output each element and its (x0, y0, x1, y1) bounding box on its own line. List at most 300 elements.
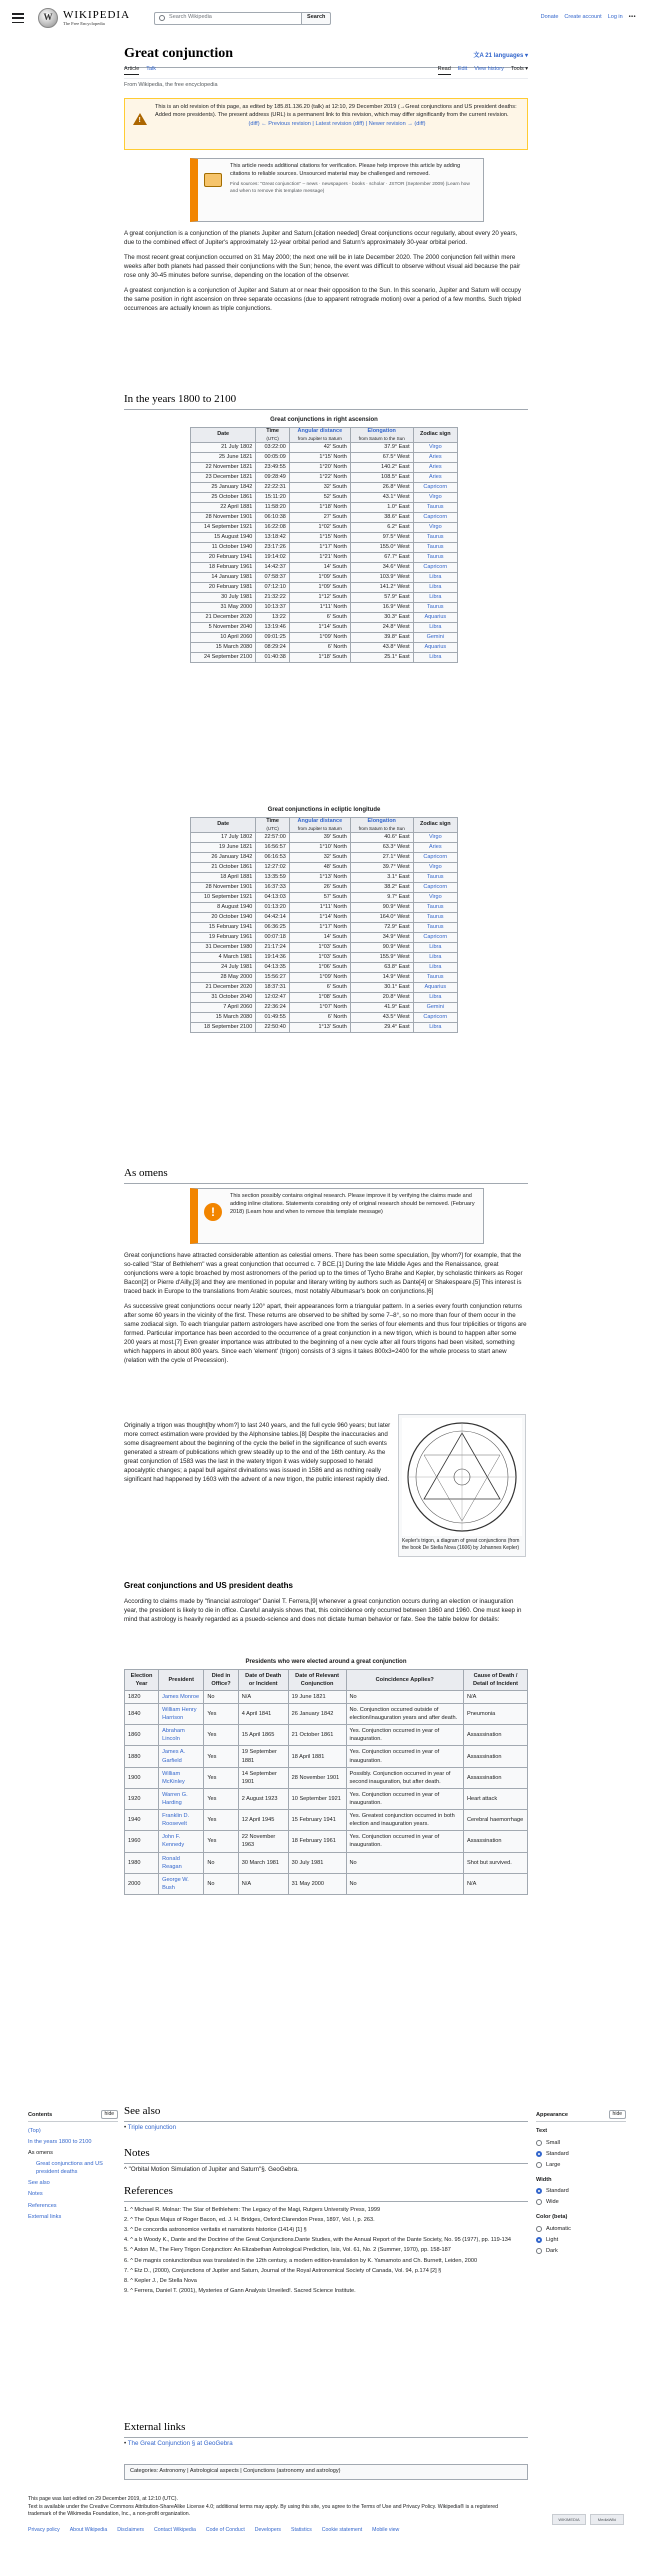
cell-elongation: 164.0° West (350, 913, 413, 923)
main-menu-icon[interactable] (12, 13, 24, 23)
language-button[interactable]: 文A 21 languages ▾ (473, 53, 528, 59)
create-account-link[interactable]: Create account (564, 14, 602, 21)
footer-link[interactable]: Privacy policy (28, 2526, 60, 2533)
table-row (191, 513, 458, 523)
president-cell: Pneumonia (463, 1704, 527, 1725)
reference-item: 9. ^ Ferrera, Daniel T. (2001), Mysteries of Gann Analysis Unveiled!. Sacred Science Institute. (124, 2287, 356, 2294)
old-revision-notice (124, 98, 528, 150)
table-row (191, 913, 458, 923)
zodiac-link[interactable]: Aries (429, 473, 442, 480)
zodiac-link[interactable]: Libra (429, 583, 442, 590)
cell-zodiac (413, 633, 457, 643)
cell-date: 17 July 1802 (191, 833, 256, 843)
zodiac-link[interactable]: Virgo (428, 893, 442, 900)
cell-date: 14 January 1981 (191, 573, 256, 583)
cell-date: 8 August 1940 (191, 903, 256, 913)
zodiac-link[interactable]: Taurus (427, 533, 444, 540)
president-col-header: Election Year (125, 1669, 159, 1690)
president-cell: No (204, 1873, 238, 1894)
radio-label: Dark (546, 2247, 558, 2254)
footer-link[interactable]: Mobile view (372, 2526, 400, 2533)
search-form (154, 12, 331, 25)
zodiac-link[interactable]: Aries (429, 843, 442, 850)
cell-zodiac (413, 523, 457, 533)
table-row (191, 833, 458, 843)
president-row (125, 1873, 528, 1894)
cell-time: 14:42:37 (256, 563, 290, 573)
more-options-icon[interactable]: ••• (628, 14, 636, 21)
toc-item[interactable]: Notes (28, 2191, 43, 2198)
table-row (191, 1023, 458, 1033)
cell-zodiac (413, 973, 457, 983)
president-cell: No (346, 1690, 463, 1703)
toc-item[interactable]: In the years 1800 to 2100 (28, 2138, 92, 2145)
cell-date: 23 December 1821 (191, 473, 256, 483)
table-caption: Great conjunctions in ecliptic longitude (267, 807, 381, 813)
president-link[interactable]: James Monroe (162, 1693, 200, 1700)
toc-item[interactable]: (Top) (28, 2127, 41, 2134)
note-item: ^ "Orbital Motion Simulation of Jupiter and Saturn"§. GeoGebra. (124, 2166, 299, 2173)
president-cell (159, 1704, 204, 1725)
cell-date: 10 April 2060 (191, 633, 256, 643)
zodiac-link[interactable]: Libra (429, 993, 442, 1000)
president-cell: N/A (463, 1873, 527, 1894)
cell-zodiac (413, 1023, 457, 1033)
search-button[interactable]: Search (302, 12, 331, 25)
president-row (125, 1725, 528, 1746)
table-row (191, 933, 458, 943)
cell-zodiac (413, 1013, 457, 1023)
president-row (125, 1831, 528, 1852)
cell-zodiac (413, 933, 457, 943)
cell-elongation: 34.9° West (350, 933, 413, 943)
reference-item: 1. ^ Michael R. Molnar: The Star of Bethlehem: The Legacy of the Magi, Rutgers University Press, 1999 (124, 2207, 381, 2213)
president-link[interactable]: William McKinley (162, 1770, 185, 1785)
cell-time: 21:32:22 (256, 593, 290, 603)
cell-time: 04:42:14 (256, 913, 290, 923)
cell-elongation: 155.9° West (350, 953, 413, 963)
color-option[interactable] (536, 2245, 626, 2256)
cell-date: 31 October 2040 (191, 993, 256, 1003)
cell-date: 11 October 1940 (191, 543, 256, 553)
cell-elongation: 155.0° West (350, 543, 413, 553)
president-cell: Yes (204, 1704, 238, 1725)
footer-link[interactable]: Contact Wikipedia (154, 2526, 196, 2533)
notes-list (124, 2166, 528, 2175)
text-size-label: Text (536, 2128, 548, 2135)
cell-angular: 1°18' South (289, 653, 350, 663)
zodiac-link[interactable]: Taurus (427, 923, 444, 930)
footer-link[interactable]: About Wikipedia (69, 2526, 108, 2533)
zodiac-link[interactable]: Capricorn (423, 933, 448, 940)
cell-date: 20 February 1981 (191, 583, 256, 593)
president-cell: Assassination (463, 1831, 527, 1852)
zodiac-link[interactable]: Capricorn (423, 563, 448, 570)
president-cell: 1820 (125, 1690, 159, 1703)
cell-time: 12:27:02 (256, 863, 290, 873)
cell-angular: 48' South (289, 863, 350, 873)
width-option[interactable] (536, 2197, 626, 2208)
toc-item[interactable]: References (28, 2202, 57, 2209)
president-cell: 14 September 1901 (238, 1767, 288, 1788)
cell-zodiac (413, 853, 457, 863)
president-cell: 10 September 1921 (288, 1788, 346, 1809)
alert-icon: ! (204, 1203, 222, 1221)
text-size-option[interactable] (536, 2148, 626, 2159)
zodiac-link[interactable]: Libra (429, 593, 442, 600)
reference-item: 5. ^ Aston M., The Fiery Trigon Conjunction: An Elizabethan Astrological Prediction, Isis, Vol. 61, No. 2 (Summer, 1970), pp. 158-187 (124, 2247, 451, 2254)
footer-link[interactable]: Developers (254, 2526, 282, 2533)
zodiac-link[interactable]: Taurus (427, 903, 444, 910)
president-col-header: President (159, 1669, 204, 1690)
president-cell: 18 April 1881 (288, 1746, 346, 1767)
cell-date: 18 September 2100 (191, 1023, 256, 1033)
text-size-option[interactable] (536, 2160, 626, 2171)
table-row (191, 863, 458, 873)
tab-edit[interactable]: Edit (457, 66, 468, 72)
zodiac-link[interactable]: Aries (429, 463, 442, 470)
president-link[interactable]: John F. Kennedy (162, 1834, 185, 1849)
cell-angular: 1°09' South (289, 573, 350, 583)
cell-elongation: 63.8° East (350, 963, 413, 973)
col-angular: Angular distance from Jupiter to Saturn (289, 427, 350, 443)
cell-date: 4 March 1981 (191, 953, 256, 963)
zodiac-link[interactable]: Libra (429, 1023, 442, 1030)
find-sources[interactable]: Find sources: "Great conjunction" – news · newspapers · books · scholar · JSTOR (September 2009) (Learn how and when to remove this template message) (230, 181, 470, 194)
zodiac-link[interactable]: Aquarius (424, 643, 447, 650)
president-cell: 4 April 1841 (238, 1704, 288, 1725)
president-cell: 30 March 1981 (238, 1852, 288, 1873)
table-row (191, 593, 458, 603)
cell-angular: 6' South (289, 983, 350, 993)
zodiac-link[interactable]: Libra (429, 573, 442, 580)
donate-link[interactable]: Donate (540, 14, 559, 21)
cell-date: 18 February 1961 (191, 563, 256, 573)
cell-angular: 32' South (289, 483, 350, 493)
cell-angular: 1°11' North (289, 903, 350, 913)
zodiac-link[interactable]: Taurus (427, 553, 444, 560)
citation-box-text: This article needs additional citations for verification. Please help improve this article by adding citations to reliable sources. Unsourced material may be challenged and removed. (230, 163, 461, 177)
old-revision-text: This is an old revision of this page, as edited by 185.81.136.20 (talk) at 12:10, 29 December 2019 (→Great conjunctions and US president deaths: Added more presidents). The present address (URL) is a permanent link to this revision, which may differ significantly from the current revision. (155, 104, 517, 119)
zodiac-link[interactable]: Virgo (428, 493, 442, 500)
table-row (191, 463, 458, 473)
mediawiki-badge[interactable]: MediaWiki (590, 2514, 624, 2525)
external-links-list (124, 2440, 528, 2449)
zodiac-link[interactable]: Capricorn (423, 513, 448, 520)
cell-zodiac (413, 453, 457, 463)
president-cell: No (204, 1852, 238, 1873)
cell-angular: 1°15' North (289, 453, 350, 463)
wikimedia-badge[interactable]: WIKIMEDIA (552, 2514, 586, 2525)
zodiac-link[interactable]: Capricorn (423, 883, 448, 890)
zodiac-link[interactable]: Taurus (427, 543, 444, 550)
cell-elongation: 97.5° West (350, 533, 413, 543)
cell-date: 19 February 1961 (191, 933, 256, 943)
cell-date: 25 January 1842 (191, 483, 256, 493)
color-label: Color (beta) (536, 2214, 568, 2221)
cell-elongation: 39.8° East (350, 633, 413, 643)
width-label: Width (536, 2176, 552, 2183)
license-text: Text is available under the Creative Commons Attribution-ShareAlike License 4.0; additional terms may apply. By using this site, you agree to the Terms of Use and Privacy Policy. Wikipedia® is a registered trademark of the Wikimedia Foundation, Inc., a non-profit organization. (28, 2503, 499, 2518)
section-heading-external: External links (124, 2420, 528, 2438)
references-list (124, 2206, 528, 2297)
width-option[interactable] (536, 2186, 626, 2197)
zodiac-link[interactable]: Virgo (428, 833, 442, 840)
cell-date: 28 November 1901 (191, 883, 256, 893)
zodiac-link[interactable]: Libra (429, 653, 442, 660)
cell-time: 15:56:27 (256, 973, 290, 983)
president-cell: N/A (238, 1690, 288, 1703)
radio-label: Light (546, 2236, 559, 2243)
zodiac-link[interactable]: Libra (429, 953, 442, 960)
search-input[interactable] (154, 12, 302, 25)
reference-item: 6. ^ De magnis coniunctionibus was translated in the 12th century, a modern edition-translation by K. Yamamoto and Ch. Burnett, Leiden, 2000 (124, 2257, 478, 2264)
president-col-header: Cause of Death / Detail of Incident (463, 1669, 527, 1690)
table-row (191, 603, 458, 613)
table-row (191, 1003, 458, 1013)
appearance-title: Appearance (536, 2111, 569, 2118)
table-row (191, 653, 458, 663)
zodiac-link[interactable]: Taurus (427, 973, 444, 980)
section-heading-president: Great conjunctions and US president deaths (124, 1581, 293, 1590)
zodiac-link[interactable]: Libra (429, 943, 442, 950)
table-row (191, 553, 458, 563)
toc-item[interactable]: Great conjunctions and US president deaths (36, 2161, 103, 2176)
cell-angular: 14' South (289, 563, 350, 573)
login-link[interactable]: Log in (607, 14, 623, 21)
president-cell: 31 May 2000 (288, 1873, 346, 1894)
cell-elongation: 43.1° West (350, 493, 413, 503)
cell-angular: 1°07' North (289, 1003, 350, 1013)
cell-elongation: 3.1° East (350, 873, 413, 883)
text-size-option[interactable] (536, 2137, 626, 2148)
toc-hide-button[interactable]: hide (101, 2110, 118, 2119)
cell-time: 13:22 (256, 613, 290, 623)
kepler-trigon-image[interactable] (402, 1418, 522, 1536)
cell-date: 7 April 2060 (191, 1003, 256, 1013)
president-cell: 12 April 1945 (238, 1810, 288, 1831)
zodiac-link[interactable]: Capricorn (423, 853, 448, 860)
external-link-item[interactable]: • The Great Conjunction § at GeoGebra (124, 2440, 233, 2447)
radio-label: Wide (546, 2199, 559, 2206)
cell-elongation: 103.9° West (350, 573, 413, 583)
cell-zodiac (413, 1003, 457, 1013)
president-link[interactable]: Warren G. Harding (162, 1791, 188, 1806)
globe-icon: W (38, 8, 58, 28)
table-row (191, 443, 458, 453)
table-row (191, 983, 458, 993)
cell-elongation: 39.7° West (350, 863, 413, 873)
president-cell: Yes. Conjunction occurred in year of inauguration. (346, 1831, 463, 1852)
tab-history[interactable]: View history (474, 66, 504, 72)
col-date: Date (191, 817, 256, 833)
president-cell: 1880 (125, 1746, 159, 1767)
table-row (191, 473, 458, 483)
zodiac-link[interactable]: Aquarius (424, 613, 447, 620)
tab-article[interactable]: Article (124, 66, 139, 75)
cell-zodiac (413, 493, 457, 503)
see-also-item[interactable]: • Triple conjunction (124, 2124, 177, 2131)
cell-zodiac (413, 613, 457, 623)
cell-zodiac (413, 623, 457, 633)
zodiac-link[interactable]: Aries (429, 453, 442, 460)
book-icon (204, 173, 222, 187)
zodiac-link[interactable]: Libra (429, 623, 442, 630)
tab-talk[interactable]: Talk (146, 66, 157, 72)
zodiac-link[interactable]: Gemini (426, 633, 445, 640)
footer-link[interactable]: Code of Conduct (205, 2526, 245, 2533)
zodiac-link[interactable]: Virgo (428, 443, 442, 450)
color-option[interactable] (536, 2234, 626, 2245)
cell-angular: 32' South (289, 853, 350, 863)
cell-elongation: 38.6° East (350, 513, 413, 523)
toc-item[interactable]: See also (28, 2180, 50, 2187)
cell-time: 15:11:20 (256, 493, 290, 503)
cell-time: 22:22:31 (256, 483, 290, 493)
cell-angular: 1°17' North (289, 543, 350, 553)
appearance-hide-button[interactable]: hide (609, 2110, 626, 2119)
zodiac-link[interactable]: Virgo (428, 523, 442, 530)
col-zodiac: Zodiac sign (413, 427, 457, 443)
cell-zodiac (413, 463, 457, 473)
zodiac-link[interactable]: Taurus (427, 503, 444, 510)
cell-zodiac (413, 983, 457, 993)
tab-read[interactable]: Read (438, 66, 451, 75)
search-placeholder: Search Wikipedia (169, 14, 212, 21)
table-caption: Great conjunctions in right ascension (270, 417, 378, 423)
cell-elongation: 43.8° West (350, 643, 413, 653)
cell-angular: 6' South (289, 613, 350, 623)
president-cell: 30 July 1981 (288, 1852, 346, 1873)
cell-time: 06:10:38 (256, 513, 290, 523)
president-table-header (125, 1669, 528, 1690)
president-row (125, 1690, 528, 1703)
page-tabs (124, 66, 528, 79)
cell-zodiac (413, 843, 457, 853)
table-row (191, 993, 458, 1003)
cell-time: 10:13:37 (256, 603, 290, 613)
section-heading-years: In the years 1800 to 2100 (124, 392, 528, 410)
president-cell: Yes. Conjunction occurred in year of inauguration. (346, 1746, 463, 1767)
table-row (191, 533, 458, 543)
cell-date: 31 December 1980 (191, 943, 256, 953)
cell-zodiac (413, 513, 457, 523)
president-row (125, 1810, 528, 1831)
president-col-header: Date of Death or Incident (238, 1669, 288, 1690)
president-cell: Yes (204, 1767, 238, 1788)
original-research-box (190, 1188, 484, 1244)
table-row (191, 633, 458, 643)
president-link[interactable]: Franklin D. Roosevelt (162, 1813, 190, 1828)
cell-elongation: 14.9° West (350, 973, 413, 983)
cell-angular: 1°22' North (289, 473, 350, 483)
table-row (191, 883, 458, 893)
president-cell: 26 January 1842 (288, 1704, 346, 1725)
color-option[interactable] (536, 2223, 626, 2234)
intro (124, 230, 528, 320)
zodiac-link[interactable]: Virgo (428, 863, 442, 870)
president-cell: Yes. Greatest conjunction occurred in both election and inauguration years. (346, 1810, 463, 1831)
cell-angular: 1°09' North (289, 633, 350, 643)
intro-paragraph-1: A great conjunction is a conjunction of the planets Jupiter and Saturn.[citation needed] Great conjunctions occur regularly, about every 20 years, due to the combined effect of Jupiter's approximately 12-year orbital period and Saturn's approximately 30-year orbital period. (124, 230, 518, 246)
president-cell (159, 1831, 204, 1852)
cell-date: 22 November 1821 (191, 463, 256, 473)
zodiac-link[interactable]: Capricorn (423, 483, 448, 490)
cell-elongation: 25.1° East (350, 653, 413, 663)
cell-time: 07:12:10 (256, 583, 290, 593)
toc-item[interactable]: As omens (28, 2149, 53, 2156)
zodiac-link[interactable]: Taurus (427, 873, 444, 880)
zodiac-link[interactable]: Libra (429, 963, 442, 970)
table-row (191, 483, 458, 493)
zodiac-link[interactable]: Capricorn (423, 1013, 448, 1020)
cell-time: 00:05:09 (256, 453, 290, 463)
cell-angular: 1°13' North (289, 873, 350, 883)
cell-elongation: 90.9° West (350, 943, 413, 953)
cell-zodiac (413, 543, 457, 553)
cell-zodiac (413, 833, 457, 843)
cell-elongation: 38.2° East (350, 883, 413, 893)
president-cell: 1920 (125, 1788, 159, 1809)
zodiac-link[interactable]: Aquarius (424, 983, 447, 990)
col-elongation: Elongation from Saturn to the Sun (350, 817, 413, 833)
president-cell (159, 1852, 204, 1873)
president-link[interactable]: James A. Garfield (162, 1749, 186, 1764)
cell-time: 22:57:00 (256, 833, 290, 843)
zodiac-link[interactable]: Gemini (426, 1003, 445, 1010)
radio-icon (536, 2248, 542, 2254)
tab-tools[interactable]: Tools ▾ (510, 66, 528, 72)
cell-angular: 1°15' North (289, 533, 350, 543)
radio-icon (536, 2199, 542, 2205)
cell-date: 15 August 1940 (191, 533, 256, 543)
toc-item[interactable]: External links (28, 2213, 62, 2220)
president-cell (159, 1746, 204, 1767)
president-link[interactable]: Ronald Reagan (162, 1855, 182, 1870)
president-cell: No. Conjunction occurred outside of election/inauguration years and after death. (346, 1704, 463, 1725)
reference-item: 4. ^ a b Woody K., Dante and the Doctrine of the Great Conjunctions.Dante Studies, with the Annual Report of the Dante Society, No. 95 (1977), pp. 119-134 (124, 2237, 511, 2244)
cell-zodiac (413, 993, 457, 1003)
col-date: Date (191, 427, 256, 443)
cell-date: 20 October 1940 (191, 913, 256, 923)
revision-navigation[interactable]: (diff) ← Previous revision | Latest revision (diff) | Newer revision → (diff) (248, 121, 426, 128)
radio-label: Standard (546, 2188, 569, 2195)
cell-time: 01:40:38 (256, 653, 290, 663)
president-cell: 15 April 1865 (238, 1725, 288, 1746)
cell-angular: 1°08' South (289, 993, 350, 1003)
footer-link[interactable]: Statistics (291, 2526, 312, 2533)
cell-elongation: 141.2° West (350, 583, 413, 593)
president-link[interactable]: George W. Bush (162, 1876, 189, 1891)
omens-paragraph-3: Originally a trigon was thought[by whom?] to last 240 years, and the full cycle 960 years; but later more correct estimation were provided by the Alphonsine tables.[8] Despite the inaccuracies and some disagreement about the beginning of the cycle the belief in the significance of such events generated a stream of publications which grew steadily up to the end of the 16th century. As the great conjunction of 1583 was the last in the watery trigon it was widely supposed to herald apocalyptic changes; a papal bull against divinations was issued in 1586 and as nothing really significant had happened by 1603 with the advent of a new trigon, the public interest rapidly died. (124, 1422, 391, 1483)
footer-link[interactable]: Disclaimers (117, 2526, 145, 2533)
search-icon (159, 15, 165, 21)
logo-subtitle: The Free Encyclopedia (63, 20, 105, 26)
categories-box[interactable]: Categories: Astronomy | Astrological aspects | Conjunctions (astronomy and astrology) (124, 2464, 528, 2480)
footer-link[interactable]: Cookie statement (321, 2526, 363, 2533)
wikipedia-logo[interactable] (38, 8, 130, 28)
cell-elongation: 27.1° West (350, 853, 413, 863)
president-link[interactable]: William Henry Harrison (162, 1707, 197, 1722)
cell-angular: 6' North (289, 1013, 350, 1023)
cell-date: 21 December 2020 (191, 613, 256, 623)
zodiac-link[interactable]: Taurus (427, 913, 444, 920)
president-row (125, 1767, 528, 1788)
president-cell: Possibly. Conjunction occurred in year of second inauguration, but after death. (346, 1767, 463, 1788)
zodiac-link[interactable]: Taurus (427, 603, 444, 610)
president-link[interactable]: Abraham Lincoln (162, 1728, 185, 1743)
cell-angular: 1°03' South (289, 943, 350, 953)
